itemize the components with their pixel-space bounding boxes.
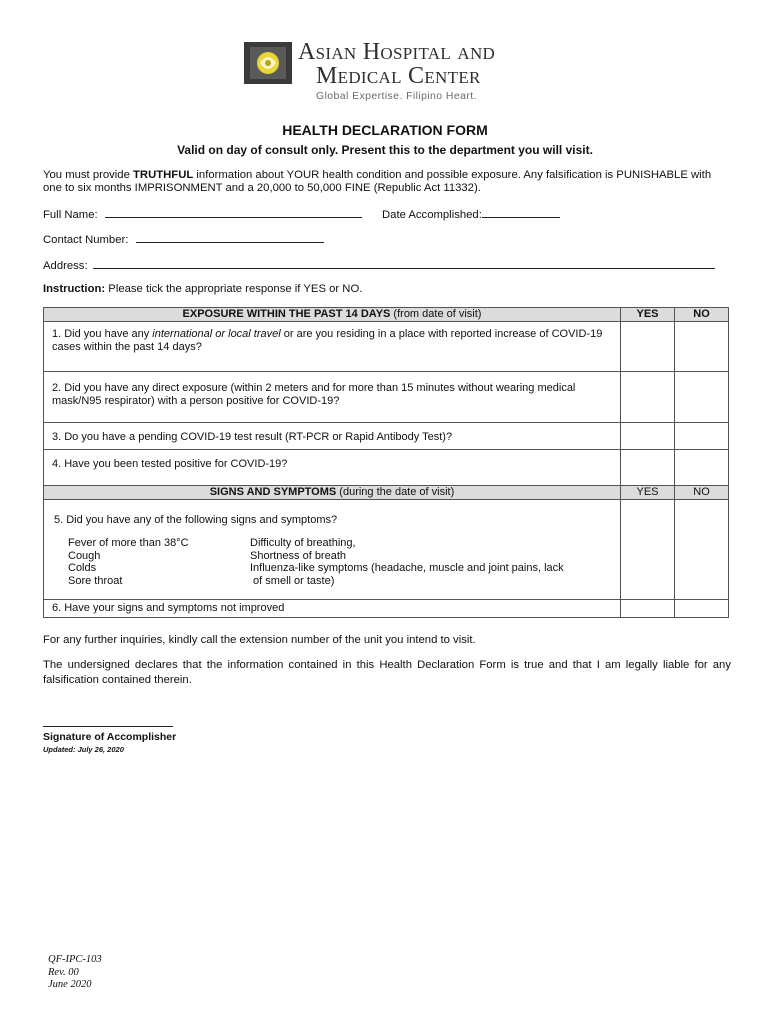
yes-header <box>621 308 675 322</box>
instruction-text: Please tick the appropriate response if YES or NO. <box>105 283 363 295</box>
address-label: Address: <box>43 260 88 272</box>
intro-bold: TRUTHFUL <box>133 169 194 181</box>
symptom-column-1 <box>52 537 250 587</box>
table-row <box>44 450 729 486</box>
full-name-label: Full Name: <box>43 209 98 221</box>
exposure-header-cell <box>44 308 621 322</box>
yes-header-label: YES <box>636 308 659 320</box>
no-header-2-label: NO <box>693 486 710 498</box>
contact-number-label: Contact Number: <box>43 234 129 246</box>
yes-header-2-label: YES <box>636 486 659 498</box>
document-date: June 2020 <box>48 979 92 990</box>
question-3: 3. Do you have a pending COVID-19 test result (RT-PCR or Rapid Antibody Test)? <box>44 423 621 450</box>
hospital-name <box>298 40 538 102</box>
question-1 <box>44 322 621 372</box>
q1-no-checkbox[interactable] <box>675 322 729 372</box>
hospital-logo-mark <box>244 42 292 84</box>
section-symptoms-header <box>44 486 729 500</box>
exposure-title: EXPOSURE WITHIN THE PAST 14 DAYS <box>182 308 391 320</box>
date-accomplished-label: Date Accomplished: <box>382 209 482 221</box>
hospital-name-line1: Asian Hospital and <box>298 39 496 65</box>
date-accomplished-row <box>382 207 560 221</box>
declaration-statement: The undersigned declares that the information contained in this Health Declaration Form is true and that I am legally liable for any falsification contained therein. <box>43 659 731 686</box>
no-header <box>675 308 729 322</box>
contact-number-row <box>43 232 324 246</box>
question-1-text-start: 1. Did you have any <box>52 328 153 340</box>
date-accomplished-field[interactable] <box>482 207 560 218</box>
inquiries-note: For any further inquiries, kindly call the extension number of the unit you intend to visit. <box>43 634 476 646</box>
address-row <box>43 258 715 272</box>
question-5 <box>44 500 621 600</box>
symptom-item: Shortness of breath <box>250 549 347 562</box>
q4-yes-checkbox[interactable] <box>621 450 675 486</box>
hospital-tagline: Global Expertise. Filipino Heart. <box>316 90 477 102</box>
table-row <box>44 500 729 600</box>
instruction-label: Instruction: <box>43 283 106 295</box>
symptoms-header-cell <box>44 486 621 500</box>
symptom-item: Sore throat <box>68 574 123 587</box>
contact-number-field[interactable] <box>136 232 324 243</box>
document-revision: Rev. 00 <box>48 966 79 978</box>
symptoms-note: (during the date of visit) <box>336 486 455 498</box>
no-header-2 <box>675 486 729 500</box>
symptoms-title: SIGNS AND SYMPTOMS <box>209 486 337 498</box>
table-row <box>44 322 729 372</box>
question-6: 6. Have your signs and symptoms not improved <box>44 600 621 618</box>
full-name-row <box>43 207 362 221</box>
symptom-item: Fever of more than 38°C <box>68 537 189 549</box>
form-subtitle: Valid on day of consult only. Present this to the department you will visit. <box>177 143 593 157</box>
question-1-italic: international or local travel <box>152 328 281 340</box>
table-row <box>44 372 729 423</box>
exposure-note: (from date of visit) <box>390 308 482 320</box>
q3-no-checkbox[interactable] <box>675 423 729 450</box>
address-field[interactable] <box>93 258 715 269</box>
question-5-text: 5. Did you have any of the following signs and symptoms? <box>54 514 338 526</box>
intro-paragraph <box>43 169 733 195</box>
question-1-text-end: or are you residing in a place with reported increase of COVID-19 cases within the past 14 days? <box>52 328 603 353</box>
section-exposure-header <box>44 308 729 322</box>
q3-yes-checkbox[interactable] <box>621 423 675 450</box>
symptom-column-2 <box>250 537 564 587</box>
q5-yes-checkbox[interactable] <box>621 500 675 600</box>
document-control <box>48 954 102 992</box>
q5-no-checkbox[interactable] <box>675 500 729 600</box>
intro-text-start: You must provide <box>43 169 134 181</box>
q6-yes-checkbox[interactable] <box>621 600 675 618</box>
no-header-label: NO <box>693 308 710 320</box>
signature-line[interactable] <box>43 726 173 727</box>
q2-yes-checkbox[interactable] <box>621 372 675 423</box>
symptom-item: of smell or taste) <box>250 574 335 587</box>
full-name-field[interactable] <box>105 207 362 218</box>
form-title: HEALTH DECLARATION FORM <box>282 122 488 138</box>
q2-no-checkbox[interactable] <box>675 372 729 423</box>
q4-no-checkbox[interactable] <box>675 450 729 486</box>
q1-yes-checkbox[interactable] <box>621 322 675 372</box>
declaration-table <box>43 307 729 618</box>
table-row <box>44 600 729 618</box>
symptom-item: Cough <box>68 549 101 562</box>
updated-date: Updated: July 26, 2020 <box>43 745 124 754</box>
q6-no-checkbox[interactable] <box>675 600 729 618</box>
intro-text-end: information about YOUR health condition and possible exposure. Any falsification is PUNISHABLE with one to six months IMPRISONMENT and a 20,000 to 50,000 FINE (Republic Act 11332). <box>43 169 712 194</box>
symptom-item: Difficulty of breathing, <box>250 537 356 549</box>
document-code: QF-IPC-103 <box>48 954 102 965</box>
question-4: 4. Have you been tested positive for COVID-19? <box>44 450 621 486</box>
yes-header-2 <box>621 486 675 500</box>
symptom-item: Influenza-like symptoms (headache, muscle and joint pains, lack <box>250 562 564 574</box>
signature-label: Signature of Accomplisher <box>43 731 177 743</box>
symptom-list <box>52 537 612 587</box>
question-2: 2. Did you have any direct exposure (within 2 meters and for more than 15 minutes without wearing medical mask/N95 respirator) with a person positive for COVID-19? <box>44 372 621 423</box>
hospital-name-line2: Medical Center <box>316 63 481 89</box>
symptom-item: Colds <box>68 562 97 574</box>
table-row <box>44 423 729 450</box>
instruction <box>43 283 362 295</box>
